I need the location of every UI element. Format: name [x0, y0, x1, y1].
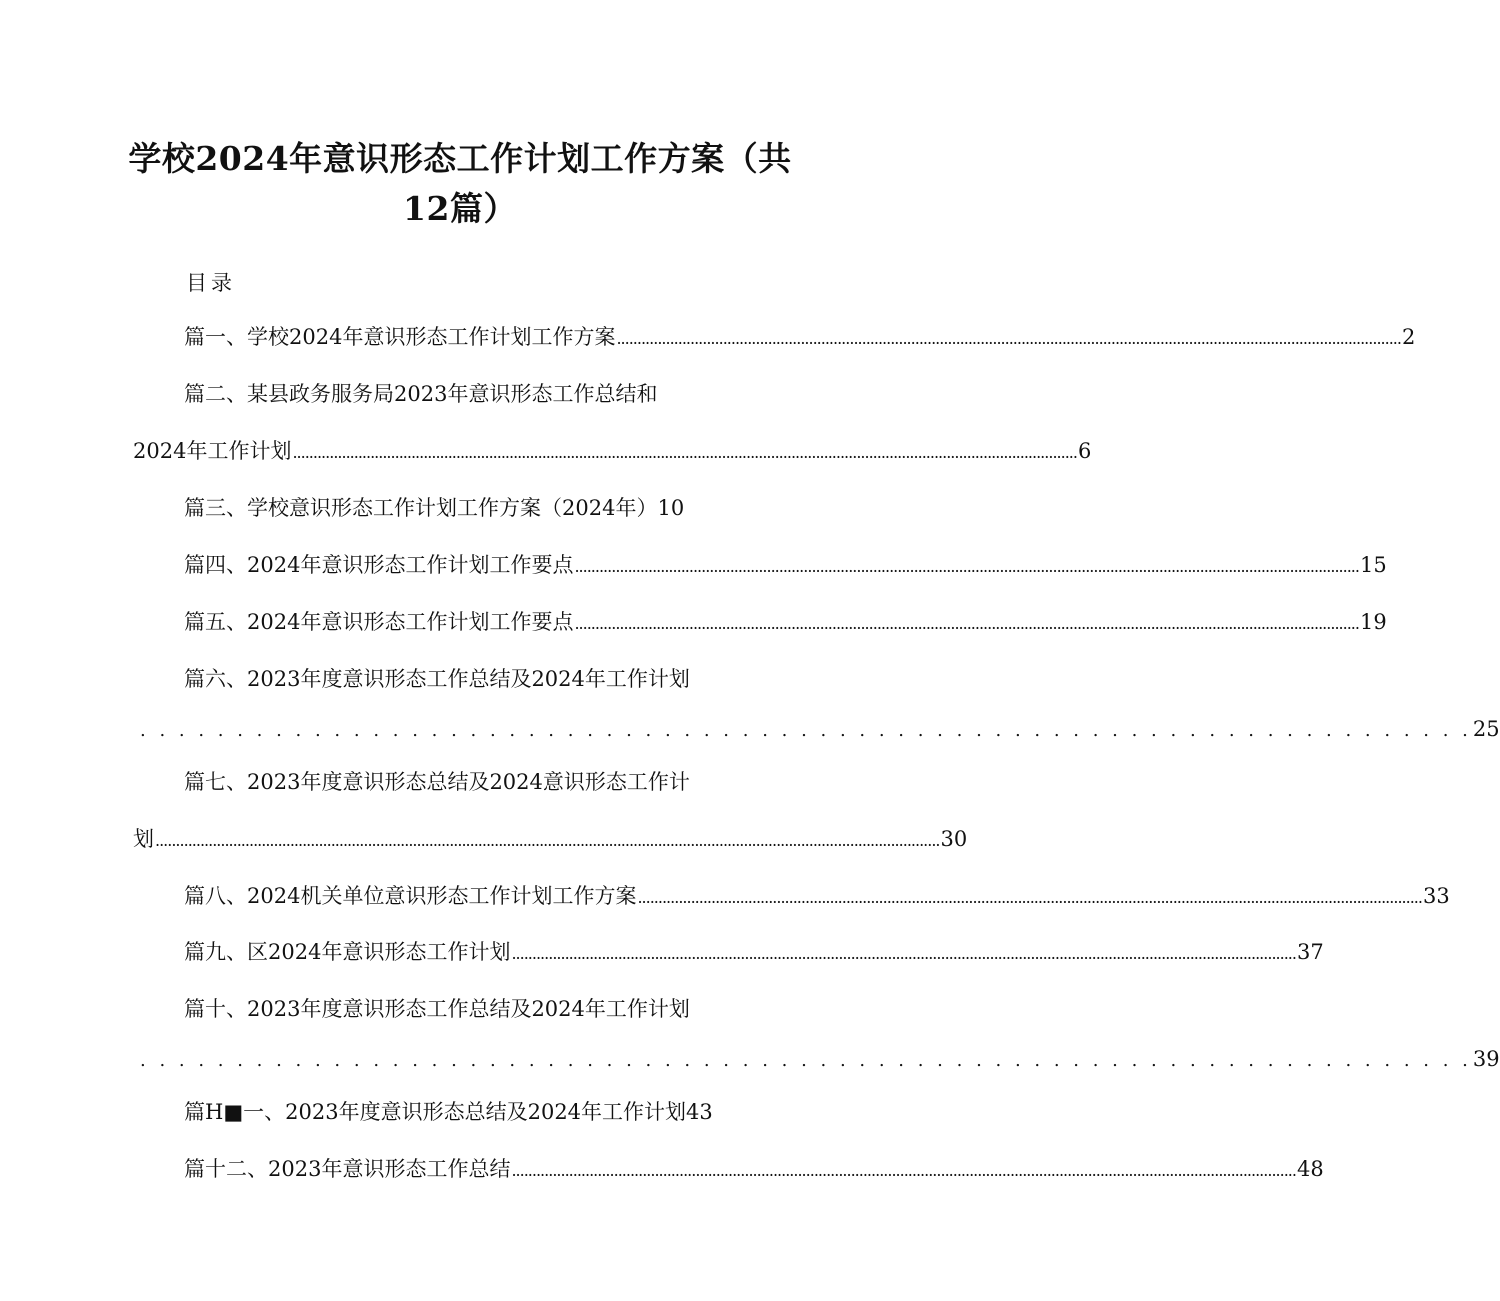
toc-leader-dots: . . . . . . . . . . . . . . . . . . . . . . . . . . . . . . . . . . . . . . . . . . . . . . . . . . . . . . . . . . . . . . . . . . . . .: [140, 1050, 1472, 1071]
toc-entry-7[interactable]: [184, 767, 690, 797]
toc-entry-title: 篇十二、2023年意识形态工作总结: [184, 1157, 511, 1181]
toc-entry-3[interactable]: [184, 493, 684, 523]
toc-entry-4[interactable]: [184, 550, 1387, 582]
toc-entry-page: 30: [940, 827, 968, 851]
toc-entry-title: 篇三、学校意识形态工作计划工作方案（2024年）: [184, 496, 658, 520]
toc-entry-2-continuation[interactable]: [133, 436, 1092, 468]
toc-entry-10[interactable]: [184, 994, 690, 1024]
toc-entry-title: 篇十、2023年度意识形态工作总结及2024年工作计划: [184, 997, 690, 1021]
toc-entry-10-leader-line[interactable]: [140, 1044, 1500, 1076]
document-title-line-2: 12篇）: [403, 189, 517, 228]
document-title-line-1: 学校2024年意识形态工作计划工作方案（共: [128, 139, 792, 178]
toc-entry-title: 篇九、区2024年意识形态工作计划: [184, 940, 511, 964]
toc-entry-7-continuation[interactable]: [133, 824, 968, 856]
toc-leader-dots: ................................................................................................................................................................................................: [511, 944, 1296, 963]
toc-leader-dots: ................................................................................................................................................................................................: [637, 888, 1422, 907]
toc-entry-8[interactable]: [184, 881, 1450, 913]
toc-leader-dots: ................................................................................................................................................................................................: [616, 329, 1401, 348]
toc-entry-11[interactable]: [184, 1097, 713, 1127]
toc-entry-page: 19: [1359, 610, 1387, 634]
toc-entry-page: 33: [1422, 884, 1450, 908]
toc-entry-page: 2: [1401, 325, 1416, 349]
toc-entry-6[interactable]: [184, 664, 690, 694]
toc-entry-title: 篇H■一、2023年度意识形态总结及2024年工作计划: [184, 1100, 687, 1124]
toc-leader-dots: . . . . . . . . . . . . . . . . . . . . . . . . . . . . . . . . . . . . . . . . . . . . . . . . . . . . . . . . . . . . . . . . . . . . .: [140, 720, 1472, 741]
toc-entry-title: 篇六、2023年度意识形态工作总结及2024年工作计划: [184, 667, 690, 691]
toc-entry-title: 篇四、2024年意识形态工作计划工作要点: [184, 553, 574, 577]
toc-entry-5[interactable]: [184, 607, 1387, 639]
toc-entry-page: 10: [657, 496, 685, 520]
toc-entry-page: 43: [686, 1100, 713, 1124]
toc-entry-title: 篇五、2024年意识形态工作计划工作要点: [184, 610, 574, 634]
toc-entry-title: 篇八、2024机关单位意识形态工作计划工作方案: [184, 884, 637, 908]
toc-entry-1[interactable]: [184, 322, 1416, 354]
toc-entry-page: 48: [1296, 1157, 1324, 1181]
toc-entry-page: 25: [1472, 717, 1500, 741]
toc-entry-title: 篇二、某县政务服务局2023年意识形态工作总结和: [184, 382, 658, 406]
toc-entry-page: 6: [1077, 439, 1092, 463]
toc-entry-2[interactable]: [184, 379, 657, 409]
toc-leader-dots: ................................................................................................................................................................................................: [511, 1161, 1296, 1180]
toc-entry-page: 15: [1359, 553, 1387, 577]
toc-entry-title-continuation: 2024年工作计划: [133, 439, 292, 463]
toc-leader-dots: ................................................................................................................................................................................................: [292, 443, 1077, 462]
toc-leader-dots: ................................................................................................................................................................................................: [155, 831, 940, 850]
toc-leader-dots: ................................................................................................................................................................................................: [574, 557, 1359, 576]
toc-entry-page: 39: [1472, 1047, 1500, 1071]
toc-entry-9[interactable]: [184, 937, 1324, 969]
toc-entry-12[interactable]: [184, 1154, 1324, 1186]
toc-leader-dots: ................................................................................................................................................................................................: [574, 614, 1359, 633]
toc-entry-6-leader-line[interactable]: [140, 714, 1500, 746]
toc-entry-title-continuation: 划: [133, 827, 154, 851]
toc-entry-title: 篇一、学校2024年意识形态工作计划工作方案: [184, 325, 616, 349]
toc-heading: 目录: [186, 271, 236, 295]
toc-entry-page: 37: [1296, 940, 1324, 964]
toc-entry-title: 篇七、2023年度意识形态总结及2024意识形态工作计: [184, 770, 690, 794]
